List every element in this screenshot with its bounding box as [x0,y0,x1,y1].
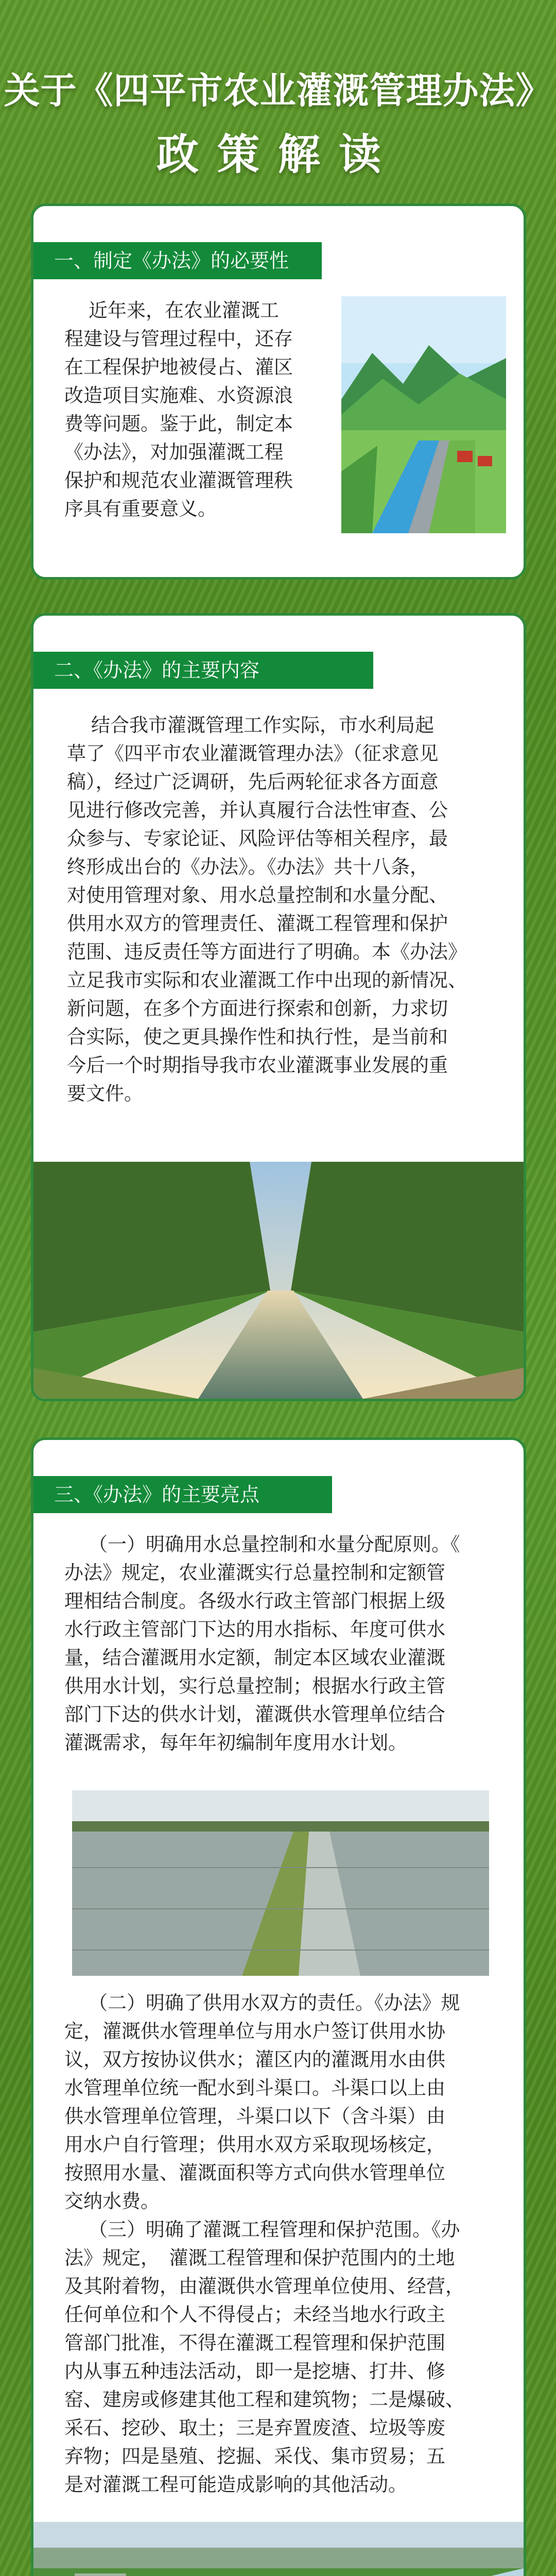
title-block [0,0,556,196]
tree-lined-canal-photo [33,1162,524,1399]
section-highlights-para2: （二）明确了供用水双方的责任。《办法》规 定，灌溉供水管理单位与用水户签订供用水协 议，双方按协议供水；灌区内的灌溉用水由供 水管理单位统一配水到斗渠口。斗渠口以上由 供水管理单位管理，斗渠口以下（含斗渠）由 用水户自行管理；供用水双方采取现场核定， 按照用水量、灌溉面积等方式向供水管理单位 交纳水费。 （三）明确了灌溉工程管理和保护范围。《办 法》规定， 灌溉工程管理和保护范围内的土地 及其附着物，由灌溉供水管理单位使用、经营， 任何单位和个人不得侵占；未经当地水行政主 管部门批准，不得在灌溉工程管理和保护范围 内从事五种违法活动，即一是挖塘、打井、修 窑、建房或修建其他工程和建筑物；二是爆破、 采石、挖砂、取土；三是弃置废渣、垃圾等废 弃物；四是垦殖、挖掘、采伐、集市贸易；五 是对灌溉工程可能造成影响的其他活动。 [64,1992,464,2496]
section-highlights-heading: 三、《办法》的主要亮点 [33,1476,332,1513]
rice-paddy-channel-photo [72,1790,489,1976]
section-content-card [31,613,526,1401]
aerial-river-farmland-photo [33,2522,524,2576]
section-necessity-heading: 一、制定《办法》的必要性 [33,242,322,279]
section-highlights-para1: （一）明确用水总量控制和水量分配原则。《 办法》规定，农业灌溉实行总量控制和定额管 理相结合制度。各级水行政主管部门根据上级 水行政主管部门下达的用水指标、年度可供水 量，结合灌溉用水定额，制定本区域农业灌溉 供用水计划，实行总量控制；根据水行政主管 部门下达的供水计划，灌溉供水管理单位结合 灌溉需求，每年年初编制年度用水计划。 [64,1533,460,1754]
section-content-heading: 二、《办法》的主要内容 [33,652,373,689]
page-subtitle: 政策解读 [156,130,399,179]
section-necessity-text: 近年来，在农业灌溉工 程建设与管理过程中，还存 在工程保护地被侵占、灌区 改造项目实施难、水资源浪 费等问题。鉴于此，制定本 《办法》，对加强灌溉工程 保护和规范农业灌溉管理秩 序具有重要意义。 [64,299,293,520]
irrigation-channel-illustration [341,296,506,533]
section-highlights-card [31,1437,526,2576]
section-necessity-card [31,204,526,580]
section-content-text: 结合我市灌溉管理工作实际，市水利局起 草了《四平市农业灌溉管理办法》（征求意见 稿），经过广泛调研，先后两轮征求各方面意 见进行修改完善，并认真履行合法性审查、公 众参与、专家论证、风险评估等相关程序，最 终形成出台的《办法》。《办法》共十八条， 对使用管理对象、用水总量控制和水量分配、 供用水双方的管理责任、灌溉工程管理和保护 范围、违反责任等方面进行了明确。本《办法》 立足我市实际和农业灌溉工作中出现的新情况、 新问题，在多个方面进行探索和创新，力求切 合实际，使之更具操作性和执行性，是当前和 今后一个时期指导我市农业灌溉事业发展的重 要文件。 [67,714,467,1105]
page-title: 关于《四平市农业灌溉管理办法》 [4,70,552,112]
